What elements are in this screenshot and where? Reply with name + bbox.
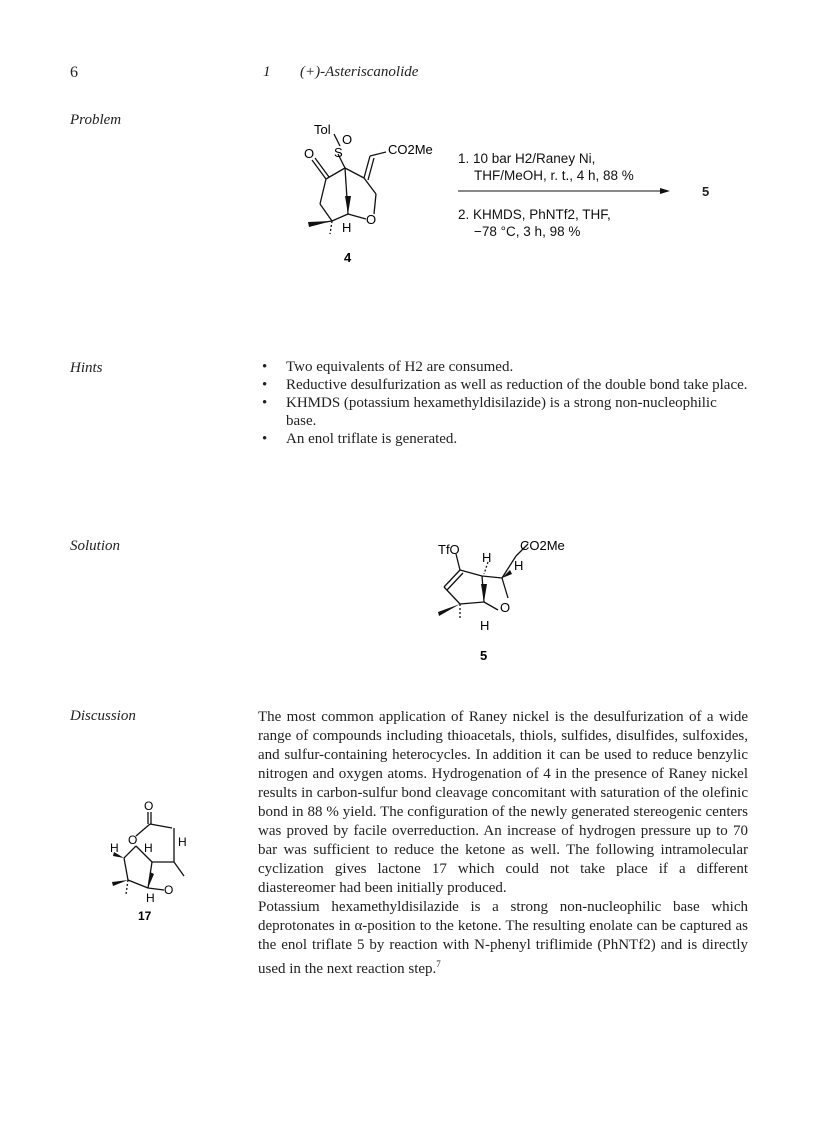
conditions-step2-line2: −78 °C, 3 h, 98 % bbox=[474, 224, 581, 239]
structure-compound-17 bbox=[108, 796, 218, 926]
label-s: S bbox=[334, 145, 343, 160]
hints-list bbox=[258, 358, 748, 448]
page-number: 6 bbox=[70, 64, 78, 81]
label-o-sulfoxide: O bbox=[342, 132, 353, 147]
discussion-paragraph-1: The most common application of Raney nickel is the desulfurization of a wide range of compounds including thioacetals, thiols, sulfides, disulfides, sulfoxides, and sulfur-containing heterocycles. In addition it can be used to reduce benzylic nitrogen and oxygen atoms. Hydrogenation of 4 in the presence of Raney nickel results in carbon-sulfur bond cleavage concomitant with saturation of the olefinic bond in 88 % yield. The configuration of the newly generated stereogenic centers was proved by facile overreduction. An increase of hydrogen pressure up to 70 bar was sufficient to reduce the ketone as well. The following intramolecular cyclization gives lactone 17 which could not take place if a different diastereomer had been initially produced. bbox=[258, 709, 748, 896]
compound-number-5: 5 bbox=[480, 648, 488, 663]
compound-number-4: 4 bbox=[344, 250, 352, 265]
label-o-ring-solution: O bbox=[500, 600, 511, 615]
conditions-step2-line1: 2. KHMDS, PhNTf2, THF, bbox=[458, 207, 611, 222]
hint-item: • An enol triflate is generated. bbox=[258, 430, 748, 448]
label-co2me: CO2Me bbox=[388, 142, 433, 157]
section-problem: Problem bbox=[70, 112, 122, 128]
label-h-top-right: H bbox=[514, 558, 524, 573]
structure-compound-4 bbox=[290, 124, 460, 274]
label-h: H bbox=[342, 220, 352, 235]
label-o-ring: O bbox=[366, 212, 377, 227]
structure-compound-5 bbox=[430, 532, 580, 667]
compound-number-17: 17 bbox=[138, 909, 152, 923]
label-h-top-left: H bbox=[482, 550, 492, 565]
hint-item: • Two equivalents of H2 are consumed. bbox=[258, 358, 748, 376]
label-h-bottom-17: H bbox=[146, 891, 155, 905]
discussion-paragraph-2: Potassium hexamethyldisilazide is a strong non-nucleophilic base which deprotonates in α-position to the ketone. The resulting enolate can be captured as the enol triflate 5 by reaction with N-phenyl triflimide (PhNTf2) and is directly used in the next reaction step. bbox=[258, 899, 748, 977]
chapter-title: (+)-Asteriscanolide bbox=[300, 64, 419, 80]
section-discussion: Discussion bbox=[70, 708, 136, 724]
label-o-carbonyl: O bbox=[144, 799, 154, 813]
conditions-step1-line2: THF/MeOH, r. t., 4 h, 88 % bbox=[474, 168, 634, 183]
hint-item: • Reductive desulfurization as well as reduction of the double bond take place. bbox=[258, 376, 748, 394]
label-tfo: TfO bbox=[438, 542, 460, 557]
discussion-text bbox=[258, 708, 748, 979]
product-number: 5 bbox=[702, 184, 710, 199]
label-h-left: H bbox=[110, 841, 119, 855]
label-h-bottom: H bbox=[480, 618, 490, 633]
conditions-step1-line1: 1. 10 bar H2/Raney Ni, bbox=[458, 151, 596, 166]
footnote-ref: 7 bbox=[436, 959, 441, 969]
chapter-number: 1 bbox=[263, 64, 271, 80]
label-o-ketone: O bbox=[304, 146, 315, 161]
reaction-arrow bbox=[458, 186, 670, 196]
label-h-right: H bbox=[178, 835, 187, 849]
section-solution: Solution bbox=[70, 538, 121, 554]
label-h-center: H bbox=[144, 841, 153, 855]
section-hints: Hints bbox=[70, 360, 103, 376]
label-o-lactone: O bbox=[128, 833, 138, 847]
hint-item: • KHMDS (potassium hexamethyldisilazide) is a strong non-nucleophilic base. bbox=[258, 394, 748, 430]
label-co2me-solution: CO2Me bbox=[520, 538, 565, 553]
label-tol: Tol bbox=[314, 124, 331, 137]
label-o-ring-17: O bbox=[164, 883, 174, 897]
